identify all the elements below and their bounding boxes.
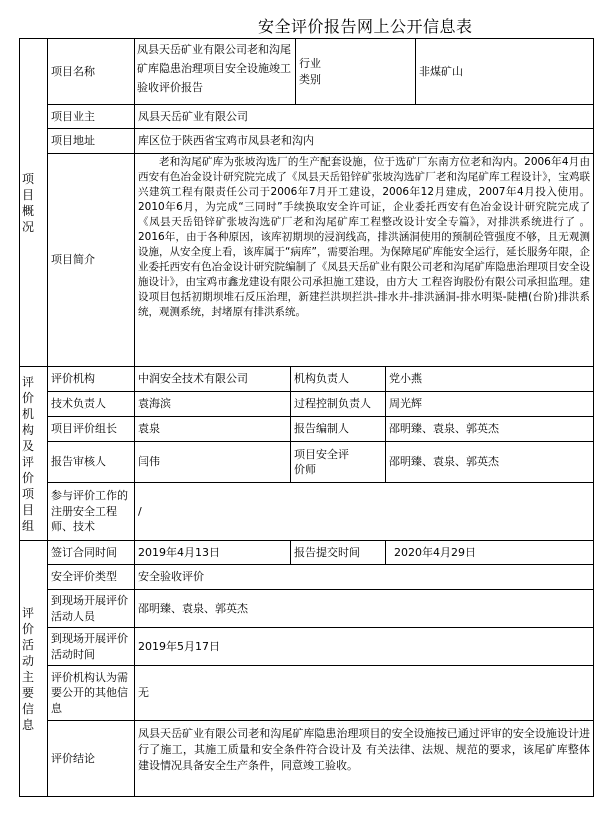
writer-value: 邵明臻、袁泉、郭英杰 [389,422,499,436]
address-value: 库区位于陕西省宝鸡市凤县老和沟内 [138,134,314,148]
submit-label: 报告提交时间 [294,545,360,559]
contract-value: 2019年4月13日 [138,545,220,559]
submit-value: 2020年4月29日 [394,545,476,559]
engineers-value: / [138,504,142,518]
other-info-label: 评价机构认为需要公开的其他信息 [51,670,128,715]
tech-label: 技术负责人 [51,397,106,411]
section-org-label: 评价机构及评价项目组 [22,374,35,533]
tech-value: 袁海滨 [138,397,171,411]
address-label: 项目地址 [51,134,95,148]
project-name-value: 凤县天岳矿业有限公司老和沟尾矿库隐患治理项目安全设施竣工验收评价报告 [137,43,291,94]
eval-type-value: 安全验收评价 [138,570,204,584]
project-name-label: 项目名称 [51,64,95,78]
leader-value: 袁泉 [138,422,160,436]
intro-label: 项目简介 [51,253,95,267]
owner-value: 凤县天岳矿业有限公司 [138,109,248,123]
section-activity-label: 评价活动主要信息 [22,605,35,732]
reviewer-label: 报告审核人 [51,455,106,469]
evaluators-label: 项目安全评价师 [294,447,349,476]
agency-value: 中润安全技术有限公司 [138,372,248,386]
conclusion-value: 凤县天岳矿业有限公司老和沟尾矿库隐患治理项目的安全设施按已通过评审的安全设施设计进行了施工，其施工质量和安全条件符合设计及 有关法律、法规、规范的要求，该尾矿库整体建设情况具备安全生产条件，同意竣工验收。 [138,727,590,772]
intro-value: 老和沟尾矿库为张坡沟选厂的生产配套设施，位于选矿厂东南方位老和沟内。2006年4月由西安有色冶金设计研究院完成了《凤县天岳铅锌矿张坡沟选矿厂老和沟尾矿库工程设计》，宝鸡联兴建筑工程有限责任公司于2006年7月开工建设，2006年12月建成，2007年4月投入使用。2010年6月，为完成“三同时”手续换取安全许可证，企业委托西安有色冶金设计研究院完成了《凤县天岳铅锌矿张坡沟选矿厂老和沟尾矿库工程整改设计安全专篇》，对排洪系统进行了 。2016年，由于各种原因，该库初期坝的浸润线高，排洪涵洞使用的预制砼管强度不够，且无观测设施，从安全度上看，该库属于“病库”，需要治理。为保障尾矿库能安全运行，延长服务年限，企业委托西安有色冶金设计研究院编制了《凤县天岳矿业有限公司老和沟尾矿库隐患治理项目安全设施设计》，由宝鸡市鑫龙建设有限公司承担施工建设，由方大 工程咨询股份有限公司承担监理。建设项目包括初期坝堆石反压治理，新建拦洪坝拦洪-排水井-排洪涵洞-排水明渠-陡槽(台阶)排洪系统，观测系统，封堵原有排洪系统。 [138,156,590,318]
industry-value: 非煤矿山 [419,64,463,78]
other-info-value: 无 [138,686,149,700]
engineers-label: 参与评价工作的注册安全工程师、技术 [51,489,128,534]
process-value: 周光辉 [389,397,422,411]
conclusion-label: 评价结论 [51,751,95,765]
writer-label: 报告编制人 [294,422,349,436]
onsite-staff-value: 邵明臻、袁泉、郭英杰 [138,601,248,615]
owner-label: 项目业主 [51,109,95,123]
section-overview-label: 项目概况 [22,171,35,234]
evaluators-value: 邵明臻、袁泉、郭英杰 [389,455,499,469]
contract-label: 签订合同时间 [51,545,117,559]
onsite-staff-label: 到现场开展评价活动人员 [51,594,128,623]
agency-label: 评价机构 [51,372,95,386]
industry-label: 行业类别 [299,57,321,86]
agency-head-value: 党小燕 [389,372,422,386]
page-title: 安全评价报告网上公开信息表 [258,17,473,36]
process-label: 过程控制负责人 [294,397,371,411]
onsite-time-label: 到现场开展评价活动时间 [51,632,128,661]
agency-head-label: 机构负责人 [294,372,349,386]
onsite-time-value: 2019年5月17日 [138,639,220,653]
reviewer-value: 闫伟 [138,455,160,469]
leader-label: 项目评价组长 [51,422,117,436]
eval-type-label: 安全评价类型 [51,570,117,584]
